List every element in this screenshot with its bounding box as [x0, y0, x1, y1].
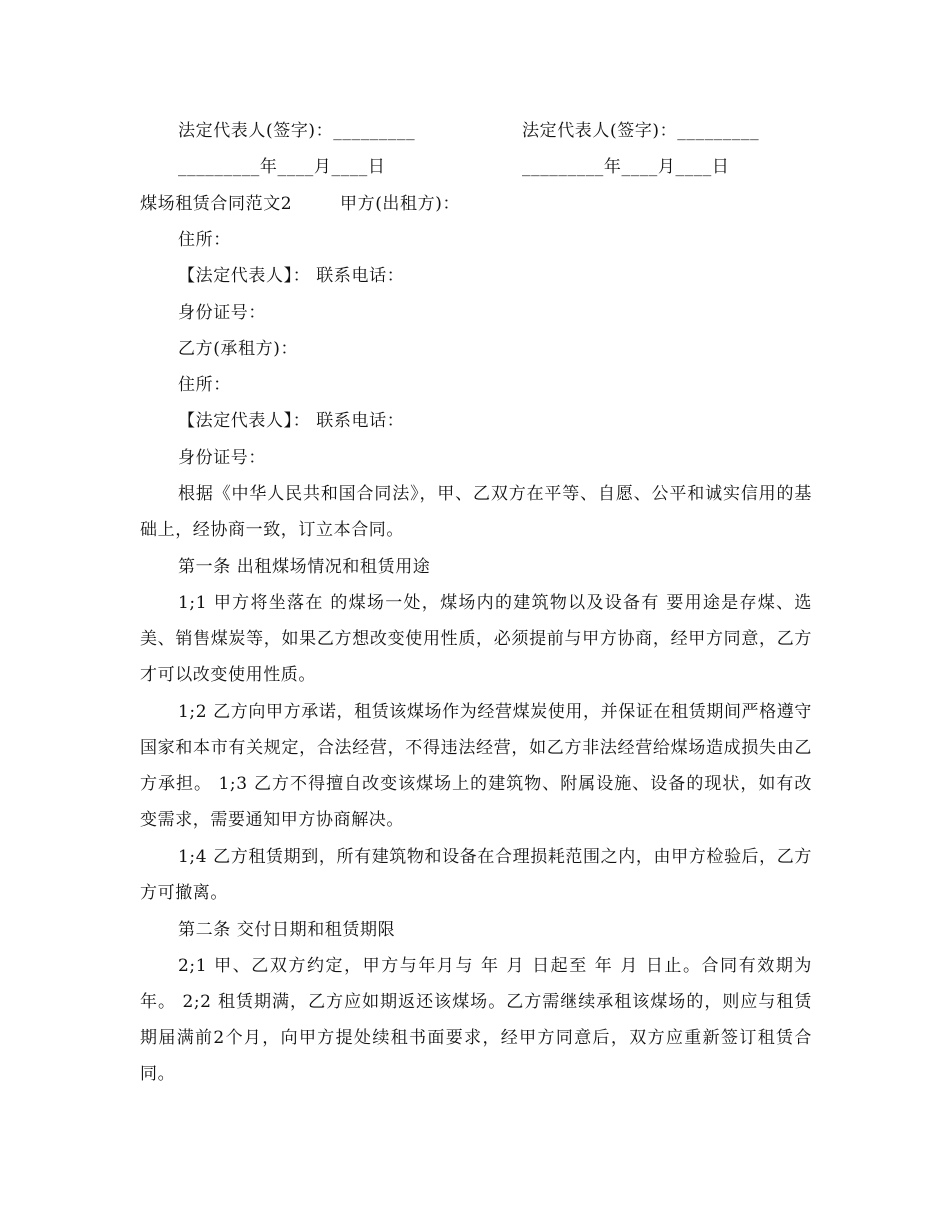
- clause-1-4: 1;4 乙方租赁期到，所有建筑物和设备在合理损耗范围之内，由甲方检验后，乙方方可撤离。: [140, 847, 812, 903]
- document-title: 煤场租赁合同范文2: [140, 194, 293, 214]
- clause-1-2-1-3: 1;2 乙方向甲方承诺，租赁该煤场作为经营煤炭使用，并保证在租赁期间严格遵守国家和本市有关规定，合法经营，不得违法经营，如乙方非法经营给煤场造成损失由乙方承担。 1;3 乙方不得擅自改变该煤场上的建筑物、附属设施、设备的现状，如有改变需求，需要通知甲方协商解决。: [140, 702, 812, 830]
- party-b-date-line: _________年____月____日: [522, 157, 730, 177]
- party-a-date-line: _________年____月____日: [178, 157, 386, 177]
- party-b-representative-phone: 【法定代表人】： 联系电话：: [178, 411, 405, 431]
- party-a-label: 甲方(出租方)：: [340, 194, 461, 214]
- party-a-signature-line: 法定代表人(签字)：_________: [178, 121, 416, 141]
- article-2-title: 第二条 交付日期和租赁期限: [178, 920, 396, 940]
- intro-paragraph: 根据《中华人民共和国合同法》，甲、乙双方在平等、自愿、公平和诚实信用的基础上，经协商一致，订立本合同。: [140, 484, 812, 540]
- party-b-id-number: 身份证号：: [178, 448, 266, 468]
- party-a-id-number: 身份证号：: [178, 303, 266, 323]
- clause-2-1-2-2: 2;1 甲、乙双方约定，甲方与年月与 年 月 日起至 年 月 日止。合同有效期为年。 2;2 租赁期满，乙方应如期返还该煤场。乙方需继续承租该煤场的，则应与租赁期届满前2个月，向甲方提处续租书面要求，经甲方同意后，双方应重新签订租赁合同。: [140, 956, 812, 1084]
- party-a-address: 住所：: [178, 230, 231, 250]
- clause-1-1: 1;1 甲方将坐落在 的煤场一处，煤场内的建筑物以及设备有 要用途是存煤、选美、销售煤炭等，如果乙方想改变使用性质，必须提前与甲方协商，经甲方同意，乙方才可以改变使用性质。: [140, 593, 812, 685]
- party-a-representative-phone: 【法定代表人】： 联系电话：: [178, 266, 405, 286]
- party-b-signature-line: 法定代表人(签字)：_________: [522, 121, 760, 141]
- party-b-label: 乙方(承租方)：: [178, 339, 299, 359]
- party-b-address: 住所：: [178, 375, 231, 395]
- article-1-title: 第一条 出租煤场情况和租赁用途: [178, 557, 431, 577]
